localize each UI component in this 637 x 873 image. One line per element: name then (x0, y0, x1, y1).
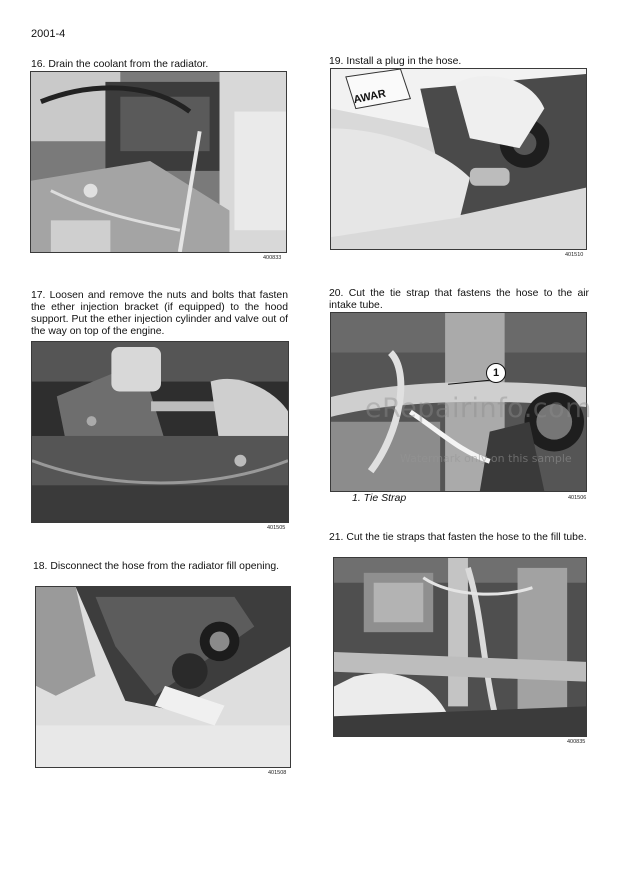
step-21-photo (333, 557, 587, 737)
step-20-caption: 1. Tie Strap (352, 492, 407, 504)
step-21-photo-code: 400835 (567, 739, 586, 745)
step-20-text: 20. Cut the tie strap that fastens the hose to the air intake tube. (329, 288, 589, 311)
step-19-photo-code: 401510 (565, 252, 584, 258)
step-19-photo (330, 68, 587, 250)
watermark-sub: Watermark only on this sample (400, 452, 572, 465)
step-16-photo (30, 71, 287, 253)
callout-badge: 1 (486, 363, 506, 383)
step-17-photo-code: 401505 (267, 525, 286, 531)
decal-text: AWAR (352, 87, 387, 107)
step-17-photo (31, 341, 289, 523)
step-19-text: 19. Install a plug in the hose. (329, 56, 462, 67)
step-16-photo-code: 400833 (263, 255, 282, 261)
step-18-photo (35, 586, 291, 768)
step-18-photo-code: 401508 (268, 770, 287, 776)
step-17-text: 17. Loosen and remove the nuts and bolts that fasten the ether injection bracket (if equipped) to the hood support. Put the ether injection cylinder and valve out of the way on top of the engine. (31, 290, 288, 337)
step-18-text: 18. Disconnect the hose from the radiator fill opening. (33, 561, 280, 572)
step-21-text: 21. Cut the tie straps that fasten the hose to the fill tube. (329, 532, 587, 543)
step-16-text: 16. Drain the coolant from the radiator. (31, 59, 209, 70)
page-number: 2001-4 (31, 28, 66, 40)
step-20-photo-code: 401506 (568, 495, 587, 501)
watermark-main: eRepairinfo.com (365, 393, 592, 424)
